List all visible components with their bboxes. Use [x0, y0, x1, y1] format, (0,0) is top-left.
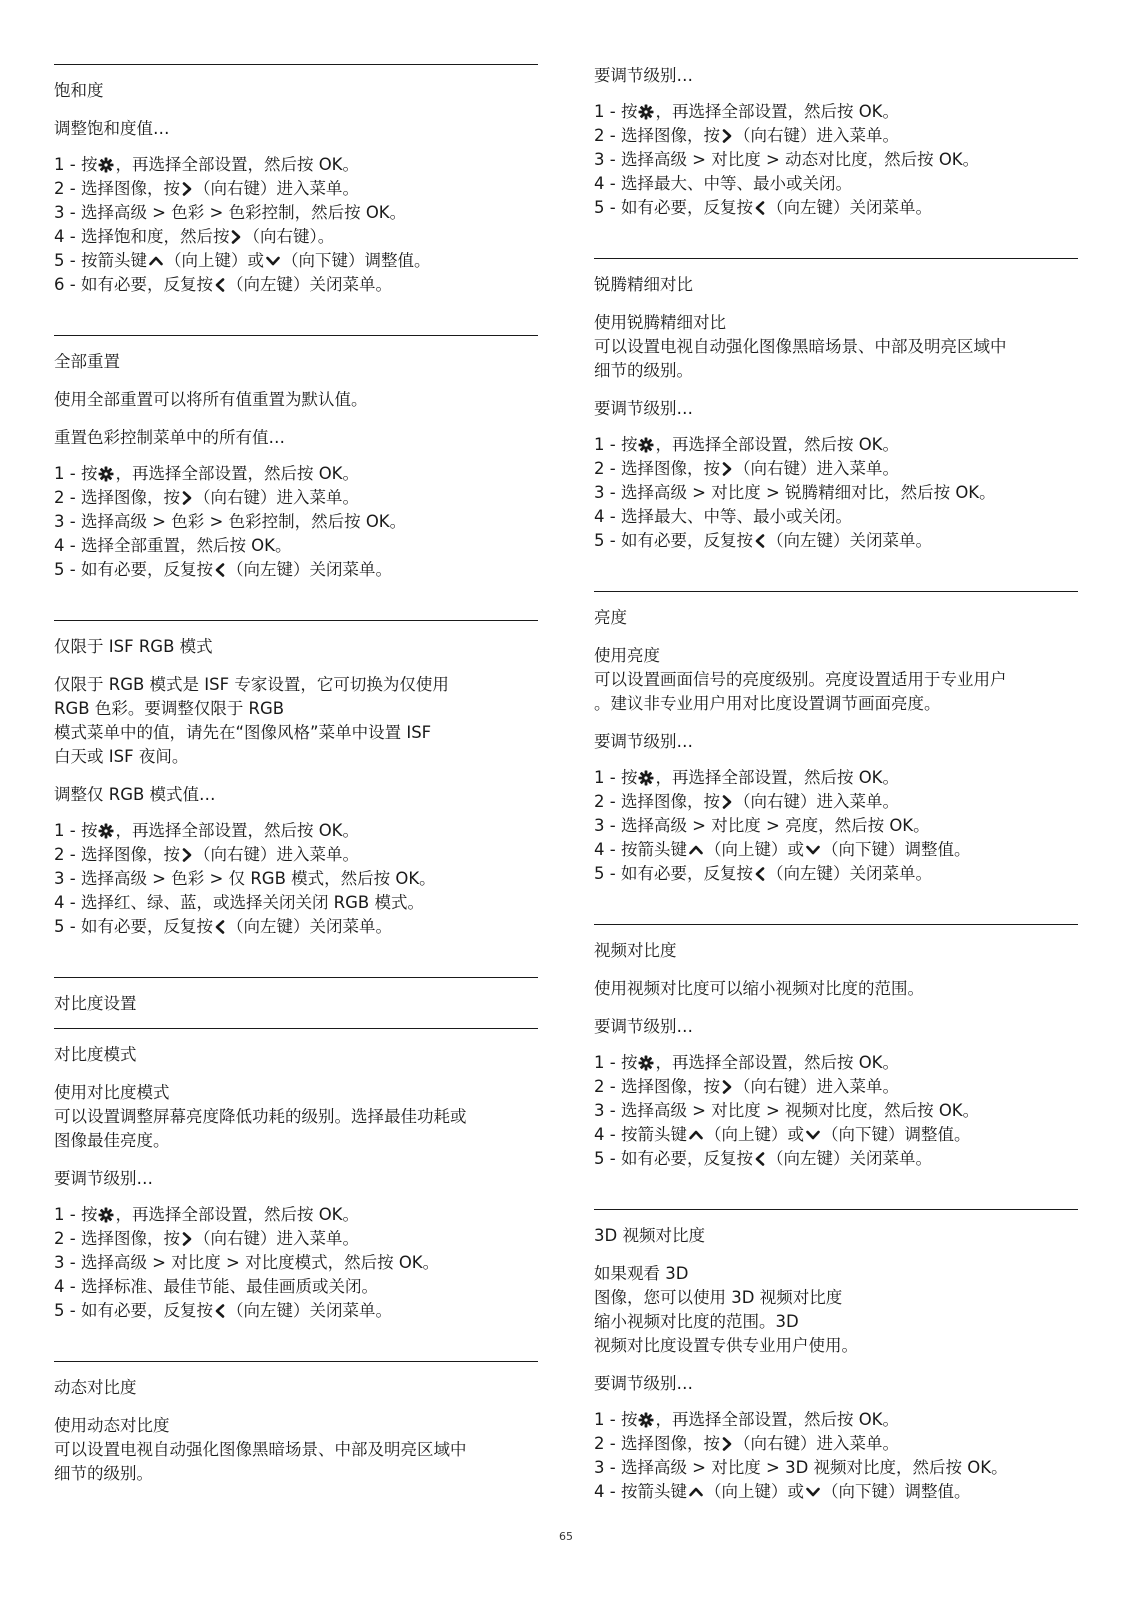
chevron-up-icon	[688, 842, 704, 858]
description-text	[54, 673, 538, 769]
intro-text: 要调节级别…	[594, 66, 693, 85]
chevron-down-icon	[265, 253, 281, 269]
chevron-down-icon	[805, 1127, 821, 1143]
gear-icon	[98, 157, 114, 173]
section-brightness	[594, 591, 1078, 886]
intro-text: 重置色彩控制菜单中的所有值…	[54, 428, 285, 447]
step-4: 4 - 选择最大、中等、最小或关闭。	[594, 174, 852, 193]
description-text: 使用全部重置可以将所有值重置为默认值。	[54, 390, 368, 409]
description-line: 如果观看 3D	[594, 1264, 689, 1283]
steps-list	[594, 1051, 1078, 1171]
chevron-down-icon	[805, 1484, 821, 1500]
step-4: 4 - 按箭头键 （向上键）或 （向下键）调整值。	[594, 1482, 971, 1501]
steps-list	[594, 433, 1078, 553]
chevron-down-icon	[805, 842, 821, 858]
section-title: 全部重置	[54, 352, 120, 371]
step-4: 4 - 选择标准、最佳节能、最佳画质或关闭。	[54, 1277, 378, 1296]
description-line: 细节的级别。	[54, 1464, 153, 1483]
description-line: 可以设置画面信号的亮度级别。亮度设置适用于专业用户	[594, 670, 1007, 689]
steps-list	[54, 1203, 538, 1323]
description-line: 可以设置电视自动强化图像黑暗场景、中部及明亮区域中	[54, 1440, 467, 1459]
description-line: 使用对比度模式	[54, 1083, 170, 1102]
step-3: 3 - 选择高级 > 对比度 > 动态对比度，然后按 OK。	[594, 150, 980, 169]
section-title: 视频对比度	[594, 941, 677, 960]
step-1: 1 - 按 ，再选择全部设置，然后按 OK。	[54, 1205, 360, 1224]
step-5: 5 - 按箭头键 （向上键）或 （向下键）调整值。	[54, 251, 431, 270]
description-line: 图像最佳亮度。	[54, 1131, 170, 1150]
description-text	[594, 1262, 1078, 1358]
step-2: 2 - 选择图像，按 （向右键）进入菜单。	[594, 459, 899, 478]
step-2: 2 - 选择图像，按 （向右键）进入菜单。	[594, 1434, 899, 1453]
section-dynamic-contrast-continued	[594, 64, 1078, 220]
chevron-right-icon	[721, 461, 733, 477]
step-4: 4 - 选择饱和度，然后按 （向右键）。	[54, 227, 335, 246]
step-2: 2 - 选择图像，按 （向右键）进入菜单。	[54, 845, 359, 864]
description-line: 可以设置电视自动强化图像黑暗场景、中部及明亮区域中	[594, 337, 1007, 356]
description-line: 使用锐腾精细对比	[594, 313, 726, 332]
intro-text: 要调节级别…	[594, 1017, 693, 1036]
step-1: 1 - 按 ，再选择全部设置，然后按 OK。	[54, 155, 360, 174]
step-5: 5 - 如有必要，反复按 （向左键）关闭菜单。	[54, 1301, 392, 1320]
section-title: 饱和度	[54, 81, 104, 100]
chevron-up-icon	[148, 253, 164, 269]
chevron-right-icon	[181, 1231, 193, 1247]
intro-text: 要调节级别…	[54, 1169, 153, 1188]
step-5: 5 - 如有必要，反复按 （向左键）关闭菜单。	[54, 560, 392, 579]
chevron-right-icon	[181, 490, 193, 506]
step-5: 5 - 如有必要，反复按 （向左键）关闭菜单。	[54, 917, 392, 936]
step-3: 3 - 选择高级 > 对比度 > 视频对比度，然后按 OK。	[594, 1101, 980, 1120]
step-6: 6 - 如有必要，反复按 （向左键）关闭菜单。	[54, 275, 392, 294]
gear-icon	[98, 466, 114, 482]
description-line: 仅限于 RGB 模式是 ISF 专家设置，它可切换为仅使用	[54, 675, 449, 694]
step-5: 5 - 如有必要，反复按 （向左键）关闭菜单。	[594, 864, 932, 883]
gear-icon	[98, 1207, 114, 1223]
page-number: 65	[559, 1530, 573, 1543]
left-column	[54, 64, 538, 1486]
section-title: 动态对比度	[54, 1378, 137, 1397]
chevron-right-icon	[181, 847, 193, 863]
step-1: 1 - 按 ，再选择全部设置，然后按 OK。	[594, 1053, 900, 1072]
step-5: 5 - 如有必要，反复按 （向左键）关闭菜单。	[594, 198, 932, 217]
step-3: 3 - 选择高级 > 对比度 > 亮度，然后按 OK。	[594, 816, 930, 835]
step-2: 2 - 选择图像，按 （向右键）进入菜单。	[594, 1077, 899, 1096]
step-1: 1 - 按 ，再选择全部设置，然后按 OK。	[594, 102, 900, 121]
section-saturation	[54, 64, 538, 297]
step-2: 2 - 选择图像，按 （向右键）进入菜单。	[54, 488, 359, 507]
chevron-right-icon	[230, 229, 242, 245]
step-3: 3 - 选择高级 > 色彩 > 色彩控制，然后按 OK。	[54, 512, 407, 531]
chevron-right-icon	[721, 1436, 733, 1452]
step-3: 3 - 选择高级 > 对比度 > 锐腾精细对比，然后按 OK。	[594, 483, 996, 502]
steps-list	[54, 462, 538, 582]
description-line: 白天或 ISF 夜间。	[54, 747, 189, 766]
chevron-right-icon	[181, 181, 193, 197]
step-2: 2 - 选择图像，按 （向右键）进入菜单。	[54, 179, 359, 198]
description-line: RGB 色彩。要调整仅限于 RGB	[54, 699, 285, 718]
description-text	[54, 1081, 538, 1153]
section-title: 3D 视频对比度	[594, 1226, 705, 1245]
step-2: 2 - 选择图像，按 （向右键）进入菜单。	[54, 1229, 359, 1248]
step-3: 3 - 选择高级 > 对比度 > 对比度模式，然后按 OK。	[54, 1253, 440, 1272]
description-line: 模式菜单中的值，请先在“图像风格”菜单中设置 ISF	[54, 723, 432, 742]
step-2: 2 - 选择图像，按 （向右键）进入菜单。	[594, 126, 899, 145]
chevron-up-icon	[688, 1484, 704, 1500]
steps-list	[594, 100, 1078, 220]
step-3: 3 - 选择高级 > 色彩 > 仅 RGB 模式，然后按 OK。	[54, 869, 436, 888]
description-line: 图像，您可以使用 3D 视频对比度	[594, 1288, 843, 1307]
description-line: 。建议非专业用户用对比度设置调节画面亮度。	[594, 694, 941, 713]
intro-text: 要调节级别…	[594, 732, 693, 751]
description-line: 缩小视频对比度的范围。3D	[594, 1312, 799, 1331]
description-line: 使用动态对比度	[54, 1416, 170, 1435]
chevron-left-icon	[754, 533, 766, 549]
section-contrast-mode	[54, 1028, 538, 1323]
section-title: 锐腾精细对比	[594, 275, 693, 294]
section-dynamic-contrast	[54, 1361, 538, 1486]
description-line: 细节的级别。	[594, 361, 693, 380]
intro-text: 要调节级别…	[594, 399, 693, 418]
section-title: 对比度设置	[54, 994, 137, 1013]
section-video-contrast	[594, 924, 1078, 1171]
section-3d-video-contrast	[594, 1209, 1078, 1504]
chevron-left-icon	[214, 562, 226, 578]
step-1: 1 - 按 ，再选择全部设置，然后按 OK。	[594, 1410, 900, 1429]
chevron-left-icon	[754, 1151, 766, 1167]
chevron-right-icon	[721, 1079, 733, 1095]
step-5: 5 - 如有必要，反复按 （向左键）关闭菜单。	[594, 1149, 932, 1168]
gear-icon	[638, 770, 654, 786]
gear-icon	[98, 823, 114, 839]
step-4: 4 - 按箭头键 （向上键）或 （向下键）调整值。	[594, 840, 971, 859]
gear-icon	[638, 104, 654, 120]
intro-text: 调整仅 RGB 模式值…	[54, 785, 216, 804]
step-4: 4 - 选择全部重置，然后按 OK。	[54, 536, 292, 555]
chevron-right-icon	[721, 128, 733, 144]
right-column	[594, 64, 1078, 1504]
description-text: 使用视频对比度可以缩小视频对比度的范围。	[594, 979, 924, 998]
section-title: 对比度模式	[54, 1045, 137, 1064]
section-title: 亮度	[594, 608, 627, 627]
step-4: 4 - 按箭头键 （向上键）或 （向下键）调整值。	[594, 1125, 971, 1144]
chevron-right-icon	[721, 794, 733, 810]
chevron-left-icon	[214, 919, 226, 935]
chevron-left-icon	[214, 277, 226, 293]
section-perfect-clear-contrast	[594, 258, 1078, 553]
step-4: 4 - 选择红、绿、蓝，或选择关闭关闭 RGB 模式。	[54, 893, 425, 912]
steps-list	[54, 819, 538, 939]
step-1: 1 - 按 ，再选择全部设置，然后按 OK。	[594, 435, 900, 454]
step-5: 5 - 如有必要，反复按 （向左键）关闭菜单。	[594, 531, 932, 550]
description-text	[54, 1414, 538, 1486]
description-line: 可以设置调整屏幕亮度降低功耗的级别。选择最佳功耗或	[54, 1107, 467, 1126]
description-text	[594, 311, 1078, 383]
step-3: 3 - 选择高级 > 色彩 > 色彩控制，然后按 OK。	[54, 203, 407, 222]
gear-icon	[638, 1412, 654, 1428]
gear-icon	[638, 437, 654, 453]
description-line: 使用亮度	[594, 646, 660, 665]
section-title: 仅限于 ISF RGB 模式	[54, 637, 213, 656]
section-isf-rgb	[54, 620, 538, 939]
section-contrast-settings	[54, 977, 538, 1016]
step-3: 3 - 选择高级 > 对比度 > 3D 视频对比度，然后按 OK。	[594, 1458, 1008, 1477]
intro-text: 要调节级别…	[594, 1374, 693, 1393]
chevron-left-icon	[754, 866, 766, 882]
description-line: 视频对比度设置专供专业用户使用。	[594, 1336, 858, 1355]
step-1: 1 - 按 ，再选择全部设置，然后按 OK。	[54, 821, 360, 840]
gear-icon	[638, 1055, 654, 1071]
section-reset-all	[54, 335, 538, 582]
steps-list	[54, 153, 538, 297]
step-4: 4 - 选择最大、中等、最小或关闭。	[594, 507, 852, 526]
step-1: 1 - 按 ，再选择全部设置，然后按 OK。	[594, 768, 900, 787]
steps-list	[594, 766, 1078, 886]
chevron-up-icon	[688, 1127, 704, 1143]
intro-text: 调整饱和度值…	[54, 119, 170, 138]
description-text	[594, 644, 1078, 716]
step-2: 2 - 选择图像，按 （向右键）进入菜单。	[594, 792, 899, 811]
steps-list	[594, 1408, 1078, 1504]
chevron-left-icon	[214, 1303, 226, 1319]
step-1: 1 - 按 ，再选择全部设置，然后按 OK。	[54, 464, 360, 483]
chevron-left-icon	[754, 200, 766, 216]
